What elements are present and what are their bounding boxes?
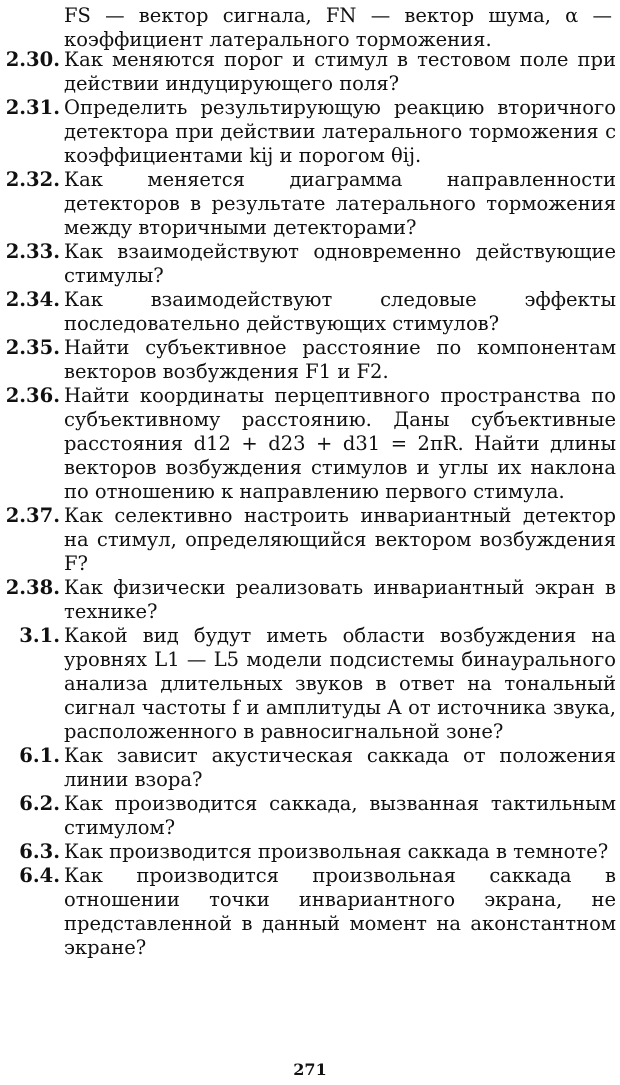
continuation-text: FS — вектор сигнала, FN — вектор шума, α — коэффициент латерального торможения. bbox=[64, 4, 612, 51]
question-item bbox=[0, 624, 616, 744]
question-item bbox=[0, 744, 616, 792]
question-item bbox=[0, 240, 616, 288]
question-number: 6.4. bbox=[19, 864, 60, 887]
question-text: Найти координаты перцептивного пространства по субъективному расстоянию. Даны субъективные расстояния d12 + d23 + d31 = 2πR. Найти длины векторов возбуждения стимулов и углы их наклона по отношению к направлению первого стимула. bbox=[64, 384, 616, 503]
question-item bbox=[0, 288, 616, 336]
question-number: 2.36. bbox=[5, 384, 60, 407]
question-text: Как селективно настроить инвариантный детектор на стимул, определяющийся вектором возбуждения F? bbox=[64, 504, 616, 575]
question-text: Как взаимодействуют одновременно действующие стимулы? bbox=[64, 240, 616, 287]
page-number: 271 bbox=[293, 1060, 327, 1079]
question-number: 2.32. bbox=[5, 168, 60, 191]
question-text: Какой вид будут иметь области возбуждения на уровнях L1 — L5 модели подсистемы бинаурального анализа длительных звуков в ответ на тональный сигнал частоты f и амплитуды A от источника звука, расположенного в равносигнальной зоне? bbox=[64, 624, 616, 743]
question-text: Определить результирующую реакцию вторичного детектора при действии латерального торможения с коэффициентами kij и порогом θij. bbox=[64, 96, 616, 167]
question-text: Как производится произвольная саккада в темноте? bbox=[64, 840, 609, 863]
question-item bbox=[0, 576, 616, 624]
question-text: Как взаимодействуют следовые эффекты последовательно действующих стимулов? bbox=[64, 288, 616, 335]
question-text: Как производится произвольная саккада в отношении точки инвариантного экрана, не представленной в данный момент на аконстантном экране? bbox=[64, 864, 616, 959]
question-item bbox=[0, 48, 616, 96]
question-item bbox=[0, 168, 616, 240]
question-text: Как меняется диаграмма направленности детекторов в результате латерального торможения между вторичными детекторами? bbox=[64, 168, 616, 239]
question-number: 3.1. bbox=[19, 624, 60, 647]
question-number: 6.1. bbox=[19, 744, 60, 767]
question-number: 6.3. bbox=[19, 840, 60, 863]
question-text: Как физически реализовать инвариантный экран в технике? bbox=[64, 576, 616, 623]
question-number: 2.30. bbox=[5, 48, 60, 71]
question-text: Найти субъективное расстояние по компонентам векторов возбуждения F1 и F2. bbox=[64, 336, 616, 383]
question-number: 6.2. bbox=[19, 792, 60, 815]
question-number: 2.33. bbox=[5, 240, 60, 263]
question-number: 2.34. bbox=[5, 288, 60, 311]
question-number: 2.37. bbox=[5, 504, 60, 527]
question-item bbox=[0, 336, 616, 384]
question-text: Как меняются порог и стимул в тестовом поле при действии индуцирующего поля? bbox=[64, 48, 616, 95]
question-item bbox=[0, 384, 616, 504]
question-text: Как зависит акустическая саккада от положения линии взора? bbox=[64, 744, 616, 791]
question-item bbox=[0, 864, 616, 960]
question-number: 2.38. bbox=[5, 576, 60, 599]
question-text: Как производится саккада, вызванная тактильным стимулом? bbox=[64, 792, 616, 839]
question-item bbox=[0, 96, 616, 168]
question-item bbox=[0, 792, 616, 840]
question-item bbox=[0, 840, 616, 864]
question-item bbox=[0, 504, 616, 576]
question-number: 2.35. bbox=[5, 336, 60, 359]
question-list bbox=[0, 48, 616, 960]
question-number: 2.31. bbox=[5, 96, 60, 119]
